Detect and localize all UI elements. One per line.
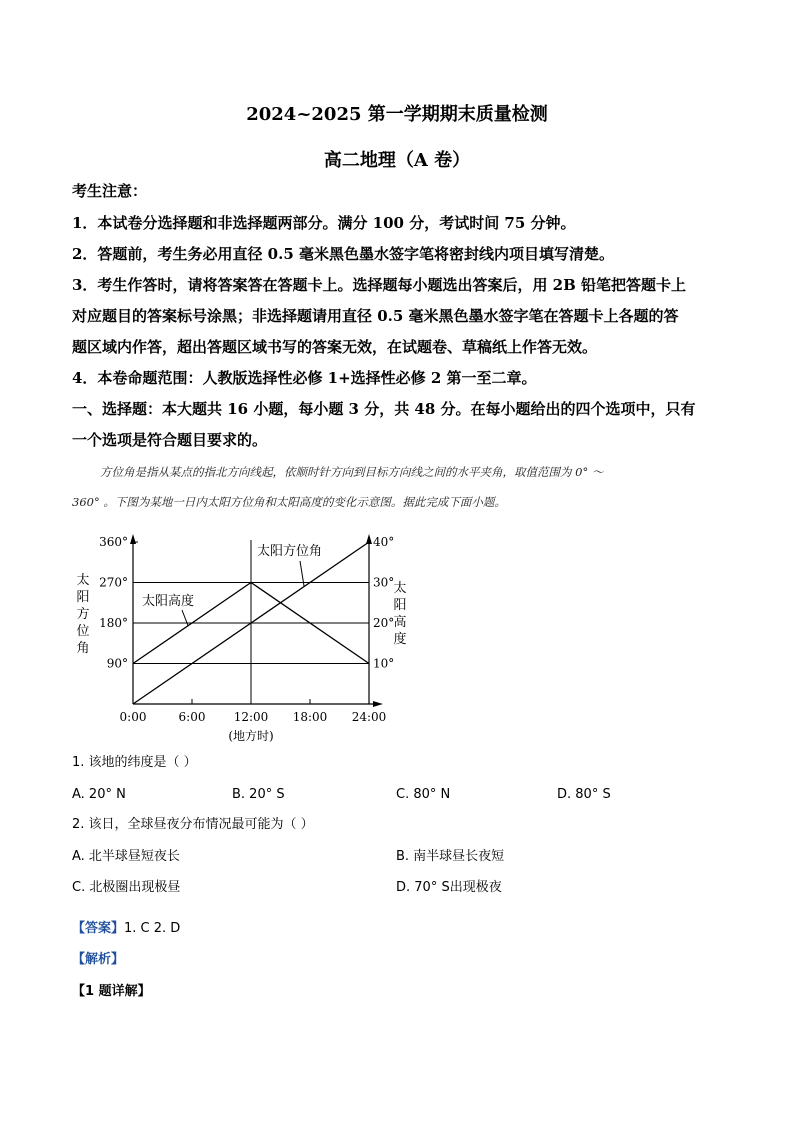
detail-label: 【1 题详解】 — [72, 984, 151, 999]
right-tick-label: 20° — [373, 616, 395, 630]
notice-line-5: 题区域内作答，超出答题区域书写的答案无效，在试题卷、草稿纸上作答无效。 — [72, 338, 598, 356]
question-2-option-a: A. 北半球昼短夜长 — [72, 849, 180, 864]
question-1-option-b: B. 20° S — [232, 787, 285, 802]
answer-line — [72, 920, 180, 938]
question-2-stem: 2. 该日，全球昼夜分布情况最可能为（ ） — [72, 817, 314, 832]
right-axis-title-char: 太 — [393, 581, 407, 596]
section-heading-line-2: 一个选项是符合题目要求的。 — [72, 431, 268, 449]
x-tick-label: 6:00 — [178, 710, 206, 724]
answer-label: 【答案】 — [72, 921, 125, 936]
left-tick-label: 270° — [99, 575, 128, 590]
notice-line-2: 2．答题前，考生务必用直径 0.5 毫米黑色墨水签字笔将密封线内项目填写清楚。 — [72, 245, 614, 263]
left-axis-title-char: 太 — [76, 573, 90, 588]
x-tick-label: 24:00 — [351, 710, 387, 724]
right-tick-label: 30° — [373, 575, 395, 590]
chart-labels — [76, 535, 406, 743]
notice-line-6: 4．本卷命题范围：人教版选择性必修 1+选择性必修 2 第一至二章。 — [72, 369, 537, 387]
right-axis-title-char: 阳 — [393, 598, 407, 613]
altitude-series-label: 太阳高度 — [142, 594, 195, 609]
question-intro-line-1: 方位角是指从某点的指北方向线起，依顺时针方向到目标方向线之间的水平夹角，取值范围为 0° ～ — [100, 465, 604, 479]
x-tick-label: 12:00 — [233, 710, 269, 724]
page-subtitle: 高二地理（A 卷） — [323, 150, 471, 171]
question-2-option-b: B. 南半球昼长夜短 — [396, 849, 505, 864]
right-tick-label: 40° — [373, 535, 395, 549]
answer-value: 1. C 2. D — [124, 921, 181, 936]
question-1-option-c: C. 80° N — [396, 787, 451, 802]
left-axis-title-char: 阳 — [76, 590, 90, 605]
question-intro-line-2: 360° 。下图为某地一日内太阳方位角和太阳高度的变化示意图。据此完成下面小题。 — [72, 495, 506, 509]
question-1-option-d: D. 80° S — [557, 787, 611, 802]
x-tick-label: 18:00 — [292, 710, 328, 724]
chart-axes — [130, 534, 383, 707]
x-axis-label: (地方时) — [228, 729, 274, 743]
left-axis-title-char: 方 — [76, 607, 90, 622]
x-tick-label: 0:00 — [119, 710, 147, 724]
notice-heading: 考生注意： — [72, 182, 148, 200]
notice-line-1: 1．本试卷分选择题和非选择题两部分。满分 100 分，考试时间 75 分钟。 — [72, 214, 576, 232]
sun-chart — [70, 528, 430, 748]
left-axis-title-char: 角 — [76, 641, 90, 656]
question-1-option-a: A. 20° N — [72, 787, 126, 802]
analysis-label: 【解析】 — [72, 952, 125, 967]
left-tick-label: 90° — [106, 656, 128, 671]
left-tick-label: 360° — [99, 535, 128, 549]
right-axis-title-char: 高 — [393, 615, 407, 630]
question-2-option-c: C. 北极圈出现极昼 — [72, 880, 181, 895]
question-2-option-d: D. 70° S出现极夜 — [396, 880, 502, 895]
left-tick-label: 180° — [99, 616, 128, 630]
left-axis-title-char: 位 — [76, 624, 90, 639]
section-heading-line-1: 一、选择题：本大题共 16 小题，每小题 3 分，共 48 分。在每小题给出的四个选项中，只有 — [72, 400, 696, 418]
azimuth-series-label: 太阳方位角 — [257, 544, 323, 559]
notice-line-4: 对应题目的答案标号涂黑；非选择题请用直径 0.5 毫米黑色墨水签字笔在答题卡上各题的答 — [72, 307, 679, 325]
right-tick-label: 10° — [373, 656, 395, 671]
page-title: 2024~2025 第一学期期末质量检测 — [246, 104, 548, 125]
x-axis-arrow — [373, 701, 383, 707]
notice-line-3: 3．考生作答时，请将答案答在答题卡上。选择题每小题选出答案后，用 2B 铅笔把答题卡上 — [72, 276, 687, 294]
question-1-stem: 1. 该地的纬度是（ ） — [72, 755, 197, 770]
right-axis-title-char: 度 — [393, 632, 407, 647]
